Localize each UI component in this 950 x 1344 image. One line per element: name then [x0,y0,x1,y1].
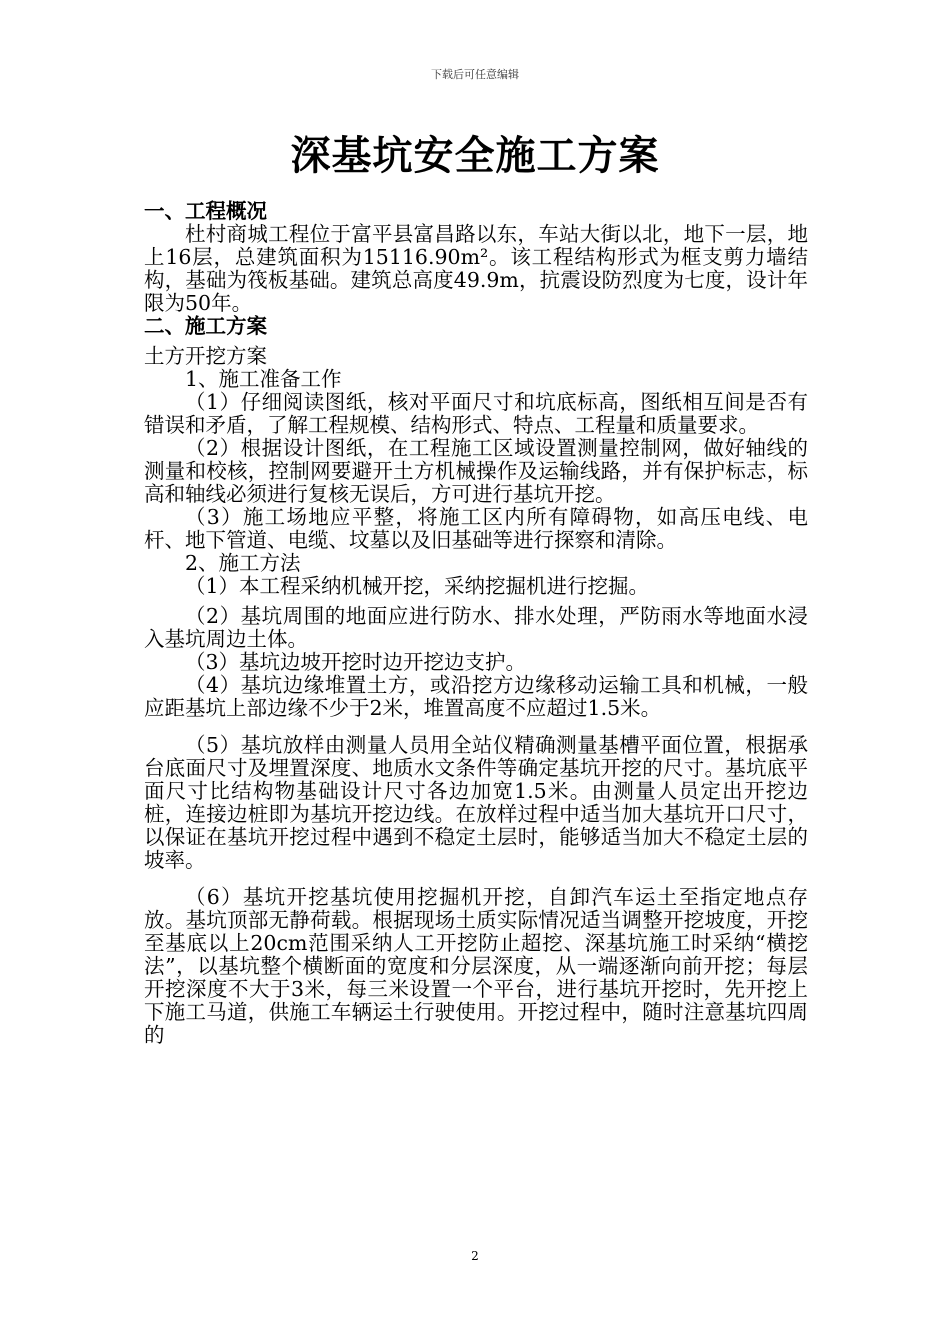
document-title: 深基坑安全施工方案 [290,132,660,179]
prep-item-1: （1）仔细阅读图纸，核对平面尺寸和坑底标高，图纸相互间是否有错误和矛盾，了解工程规模、结构形式、特点、工程量和质量要求。 [144,390,808,437]
section-heading-overview: 一、工程概况 [144,199,267,223]
prep-heading: 1、施工准备工作 [185,367,342,391]
section-heading-plan: 二、施工方案 [144,314,267,338]
method-item-3: （3）基坑边坡开挖时边开挖边支护。 [185,650,527,674]
document-body [144,200,808,1047]
subsection-earthwork: 土方开挖方案 [144,344,267,368]
method-heading: 2、施工方法 [185,551,301,575]
overview-paragraph: 杜村商城工程位于富平县富昌路以东，车站大街以北，地下一层，地上16层，总建筑面积为15116.90m²。该工程结构形式为框支剪力墙结构，基础为筏板基础。建筑总高度49.9m，抗震设防烈度为七度，设计年限为50年。 [144,222,808,315]
prep-item-3: （3）施工场地应平整，将施工区内所有障碍物，如高压电线、电杆、地下管道、电缆、坟墓以及旧基础等进行探察和清除。 [144,505,808,552]
prep-item-2: （2）根据设计图纸，在工程施工区域设置测量控制网，做好轴线的测量和校核，控制网要避开土方机械操作及运输线路，并有保护标志，标高和轴线必须进行复核无误后，方可进行基坑开挖。 [144,436,808,506]
page-number: 2 [471,1249,479,1263]
method-item-4: （4）基坑边缘堆置土方，或沿挖方边缘移动运输工具和机械，一般应距基坑上部边缘不少于2米，堆置高度不应超过1.5米。 [144,673,808,720]
method-item-1: （1）本工程采纳机械开挖，采纳挖掘机进行挖掘。 [185,574,650,598]
method-item-2: （2）基坑周围的地面应进行防水、排水处理，严防雨水等地面水浸入基坑周边土体。 [144,604,808,651]
header-note: 下载后可任意编辑 [431,68,519,81]
method-item-5: （5）基坑放样由测量人员用全站仪精确测量基槽平面位置，根据承台底面尺寸及埋置深度、地质水文条件等确定基坑开挖的尺寸。基坑底平面尺寸比结构物基础设计尺寸各边加宽1.5米。由测量人员定出开挖边桩，连接边桩即为基坑开挖边线。在放样过程中适当加大基坑开口尺寸，以保证在基坑开挖过程中遇到不稳定土层时，能够适当加大不稳定土层的坡率。 [144,733,808,872]
method-item-6: （6）基坑开挖基坑使用挖掘机开挖，自卸汽车运土至指定地点存放。基坑顶部无静荷载。根据现场土质实际情况适当调整开挖坡度，开挖至基底以上20cm范围采纳人工开挖防止超挖、深基坑施工时采纳“横挖法”，以基坑整个横断面的宽度和分层深度，从一端逐渐向前开挖；每层开挖深度不大于3米，每三米设置一个平台，进行基坑开挖时，先开挖上下施工马道，供施工车辆运土行驶使用。开挖过程中，随时注意基坑四周的 [144,885,808,1047]
